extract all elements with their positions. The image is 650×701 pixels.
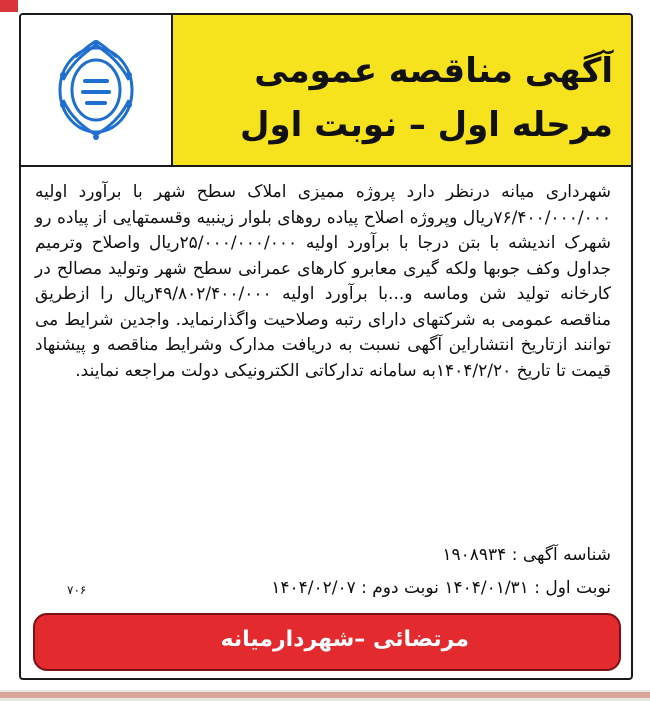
signature-banner: [33, 613, 621, 671]
ad-title-line1: آگهی مناقصه عمومی: [254, 51, 613, 91]
bottom-edge: [0, 690, 650, 701]
corner-code: ۷۰۶: [67, 583, 87, 597]
ad-frame: [19, 13, 633, 680]
municipality-logo-icon: [51, 35, 141, 145]
signature-text: مرتضائی –شهردارمیانه: [220, 627, 469, 652]
header-band: [21, 15, 631, 167]
logo-box: [21, 15, 173, 165]
bottom-rule: [0, 692, 650, 698]
ad-id: شناسه آگهی : ۱۹۰۸۹۳۴: [442, 545, 611, 565]
ad-title-line2: مرحله اول – نوبت اول: [240, 105, 613, 145]
ad-body-text: شهرداری میانه درنظر دارد پروژه ممیزی املاک سطح شهر با برآورد اولیه ۷۶/۴۰۰/۰۰۰/۰۰۰ریال وپروژه اصلاح پیاده روهای بلوار زینبیه وقسمتهایی از پیاده رو شهرک اندیشه با بتن درجا با برآورد اولیه ۲۵/۰۰۰/۰۰۰/۰۰۰ریال واصلاح وترمیم جداول وکف جوبها ولکه گیری معابرو کارهای عمرانی سطح شهر وتولید مصالح در کارخانه تولید شن وماسه و...با برآورد اولیه ۴۹/۸۰۲/۴۰۰/۰۰۰ریال را ازطریق مناقصه عمومی به شرکتهای دارای رتبه وصلاحیت واگذارنماید. واجدین شرایط می توانند ازتاریخ انتشاراین آگهی نسبت به دریافت مدارک وشرایط مناقصه و پیشنهاد قیمت تا تاریخ ۱۴۰۴/۲/۲۰به سامانه تدارکاتی الکترونیکی دولت مراجعه نمایند.: [35, 182, 612, 381]
publication-dates: نوبت اول : ۱۴۰۴/۰۱/۳۱ نوبت دوم : ۱۴۰۴/۰۲/۰۷: [271, 578, 611, 598]
top-red-mark: [0, 0, 18, 12]
top-accent: [0, 0, 650, 14]
